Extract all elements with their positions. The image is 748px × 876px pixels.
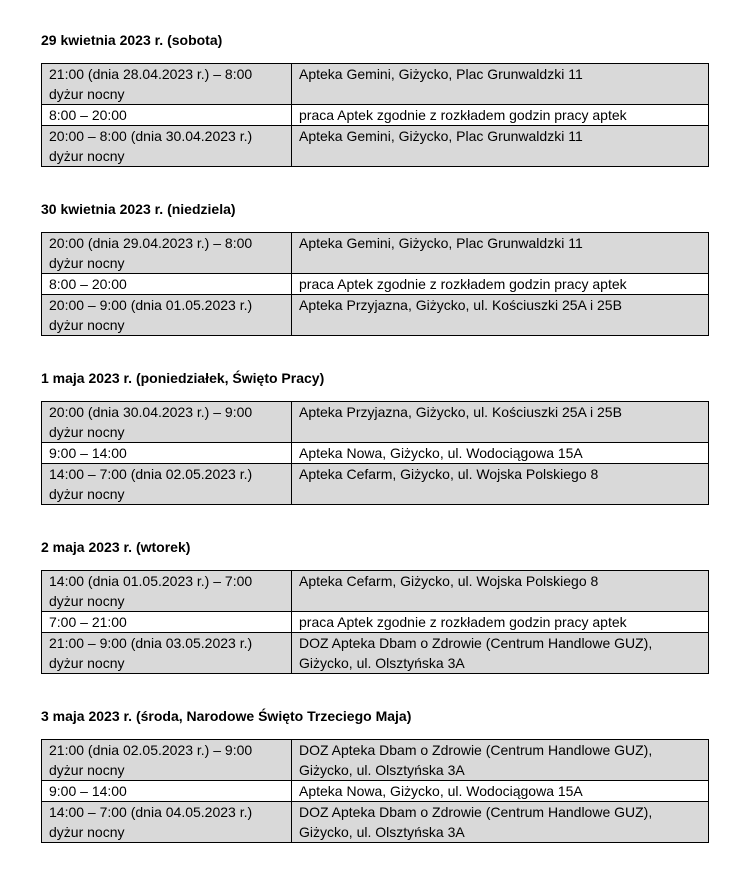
duty-schedule-table (41, 401, 709, 505)
duty-schedule-table (41, 63, 709, 167)
day-heading: 3 maja 2023 r. (środa, Narodowe Święto Trzeciego Maja) (41, 708, 412, 724)
day-section (41, 31, 708, 167)
table-row (42, 612, 709, 633)
pharmacy-cell: Apteka Nowa, Giżycko, ul. Wodociągowa 15A (292, 443, 709, 464)
pharmacy-cell: DOZ Apteka Dbam o Zdrowie (Centrum Handlowe GUZ), Giżycko, ul. Olsztyńska 3A (292, 740, 709, 781)
time-cell: 20:00 – 8:00 (dnia 30.04.2023 r.) dyżur nocny (42, 126, 292, 167)
pharmacy-cell: Apteka Gemini, Giżycko, Plac Grunwaldzki 11 (292, 64, 709, 105)
day-section (41, 707, 708, 843)
pharmacy-cell: Apteka Przyjazna, Giżycko, ul. Kościuszki 25A i 25B (292, 295, 709, 336)
table-row (42, 402, 709, 443)
time-cell: 14:00 – 7:00 (dnia 02.05.2023 r.) dyżur nocny (42, 464, 292, 505)
table-row (42, 274, 709, 295)
pharmacy-cell: Apteka Gemini, Giżycko, Plac Grunwaldzki 11 (292, 233, 709, 274)
time-cell: 7:00 – 21:00 (42, 612, 292, 633)
pharmacy-cell: Apteka Nowa, Giżycko, ul. Wodociągowa 15A (292, 781, 709, 802)
table-row (42, 233, 709, 274)
pharmacy-cell: Apteka Gemini, Giżycko, Plac Grunwaldzki 11 (292, 126, 709, 167)
table-row (42, 443, 709, 464)
pharmacy-cell: Apteka Przyjazna, Giżycko, ul. Kościuszki 25A i 25B (292, 402, 709, 443)
table-row (42, 295, 709, 336)
pharmacy-cell: praca Aptek zgodnie z rozkładem godzin pracy aptek (292, 105, 709, 126)
pharmacy-cell: praca Aptek zgodnie z rozkładem godzin pracy aptek (292, 612, 709, 633)
time-cell: 14:00 (dnia 01.05.2023 r.) – 7:00 dyżur nocny (42, 571, 292, 612)
duty-schedule-table (41, 570, 709, 674)
day-section (41, 538, 708, 674)
table-row (42, 464, 709, 505)
table-row (42, 740, 709, 781)
table-row (42, 781, 709, 802)
time-cell: 21:00 (dnia 28.04.2023 r.) – 8:00 dyżur nocny (42, 64, 292, 105)
table-row (42, 105, 709, 126)
duty-schedule-table (41, 739, 709, 843)
day-section (41, 200, 708, 336)
time-cell: 8:00 – 20:00 (42, 274, 292, 295)
day-section (41, 369, 708, 505)
day-heading: 30 kwietnia 2023 r. (niedziela) (41, 201, 236, 217)
time-cell: 20:00 (dnia 30.04.2023 r.) – 9:00 dyżur nocny (42, 402, 292, 443)
time-cell: 9:00 – 14:00 (42, 781, 292, 802)
pharmacy-cell: DOZ Apteka Dbam o Zdrowie (Centrum Handlowe GUZ), Giżycko, ul. Olsztyńska 3A (292, 633, 709, 674)
duty-schedule-table (41, 232, 709, 336)
table-row (42, 802, 709, 843)
table-row (42, 571, 709, 612)
pharmacy-cell: praca Aptek zgodnie z rozkładem godzin pracy aptek (292, 274, 709, 295)
pharmacy-cell: DOZ Apteka Dbam o Zdrowie (Centrum Handlowe GUZ), Giżycko, ul. Olsztyńska 3A (292, 802, 709, 843)
time-cell: 20:00 – 9:00 (dnia 01.05.2023 r.) dyżur nocny (42, 295, 292, 336)
time-cell: 8:00 – 20:00 (42, 105, 292, 126)
table-row (42, 126, 709, 167)
document-body (41, 31, 708, 876)
time-cell: 9:00 – 14:00 (42, 443, 292, 464)
day-heading: 29 kwietnia 2023 r. (sobota) (41, 32, 223, 48)
table-row (42, 633, 709, 674)
pharmacy-cell: Apteka Cefarm, Giżycko, ul. Wojska Polskiego 8 (292, 464, 709, 505)
time-cell: 14:00 – 7:00 (dnia 04.05.2023 r.) dyżur nocny (42, 802, 292, 843)
day-heading: 1 maja 2023 r. (poniedziałek, Święto Pracy) (41, 370, 325, 386)
time-cell: 20:00 (dnia 29.04.2023 r.) – 8:00 dyżur nocny (42, 233, 292, 274)
time-cell: 21:00 (dnia 02.05.2023 r.) – 9:00 dyżur nocny (42, 740, 292, 781)
time-cell: 21:00 – 9:00 (dnia 03.05.2023 r.) dyżur nocny (42, 633, 292, 674)
pharmacy-cell: Apteka Cefarm, Giżycko, ul. Wojska Polskiego 8 (292, 571, 709, 612)
table-row (42, 64, 709, 105)
day-heading: 2 maja 2023 r. (wtorek) (41, 539, 191, 555)
